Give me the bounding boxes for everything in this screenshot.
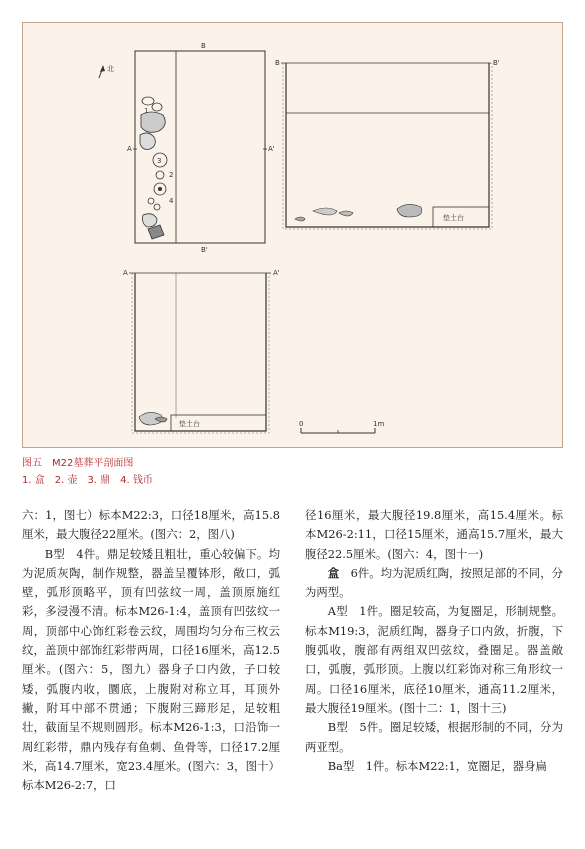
paragraph: B型 5件。圈足较矮，根据形制的不同，分为两亚型。 (305, 720, 563, 754)
figure-caption-title: 图五 M22墓葬平剖面图 (22, 458, 134, 469)
text-column-left (22, 506, 280, 795)
text-column-right (305, 506, 563, 776)
object-num-1: 1 (144, 107, 149, 115)
object-num-4: 4 (169, 197, 174, 205)
tomb-plan (127, 42, 275, 254)
north-label: 北 (107, 65, 114, 73)
object-num-3: 3 (157, 157, 162, 165)
platform-label-a: 垫土台 (179, 420, 200, 428)
paragraph: 径16厘米，最大腹径19.8厘米，高15.4厘米。标本M26-2:11，口径15厘米，通高15.7厘米，最大腹径22.5厘米。(图六：4，图十一) (305, 508, 563, 561)
figure-caption-legend: 1. 盒 2. 壶 3. 鼎 4. 钱币 (22, 475, 153, 486)
section-heading-he: 盒 (327, 565, 340, 580)
object-num-2: 2 (169, 171, 174, 179)
figure-panel (22, 22, 563, 448)
scale-end-label: 1m (373, 420, 385, 428)
section-a (123, 269, 280, 433)
paragraph: A型 1件。圈足较高，为复圈足，形制规整。标本M19:3，泥质红陶，器身子口内敛，折腹，下腹弧收，腹部有两组双凹弦纹，叠圈足。器盖敞口，弧腹，弧形顶。上腹以红彩饰对称三角形纹一周。口径16厘米，底径10厘米，通高11.2厘米，最大腹径19厘米。(图十二：1，图十三) (305, 604, 563, 715)
section-label-a-prime: A' (273, 269, 280, 277)
section-b (275, 59, 500, 229)
platform-label-b: 垫土台 (443, 214, 464, 222)
paragraph: Ba型 1件。标本M22:1，宽圈足，器身扁 (327, 758, 547, 773)
plan-label-a-prime: A' (268, 145, 275, 153)
tomb-plan-section-drawing (23, 23, 564, 449)
scale-zero-label: 0 (299, 420, 304, 428)
north-arrow-icon (99, 64, 114, 78)
scale-bar (299, 420, 384, 433)
plan-label-b-top: B (201, 42, 206, 50)
paragraph: 六：1，图七）标本M22:3，口径18厘米，高15.8厘米，最大腹径22厘米。(图六：2，图八) (22, 508, 280, 542)
section-label-b: B (275, 59, 280, 67)
section-label-a: A (123, 269, 128, 277)
paragraph (305, 564, 563, 603)
plan-label-a: A (127, 145, 132, 153)
plan-label-b-bottom: B' (201, 246, 208, 254)
paragraph-text: 6件。均为泥质红陶，按照足部的不同，分为两型。 (305, 565, 563, 600)
section-label-b-prime: B' (493, 59, 500, 67)
paragraph: B型 4件。鼎足较矮且粗壮，重心较偏下。均为泥质灰陶，制作规整，器盖呈覆钵形，敞口，弧壁，弧形顶略平，顶有凹弦纹一周，盖顶原施红彩，多浸漫不清。标本M26-1:4，盖顶有凹弦纹一周，顶部中心饰红彩卷云纹，周围均匀分布三枚云纹，盖顶中部饰红彩带两周，口径16厘米，高12.5厘米。(图六：5，图九）器身子口内敛，子口较矮，弧腹内收，圜底，上腹附对称立耳，耳顶外撇，附耳中部不贯通；下腹附三蹄形足，足较粗壮，截面呈不规则圆形。标本M26-1:3，口沿饰一周红彩带，鼎内残存有鱼刺、鱼骨等，口径17.2厘米，高14.7厘米，宽23.4厘米。(图六：3，图十）标本M26-2:7，口 (22, 546, 280, 793)
